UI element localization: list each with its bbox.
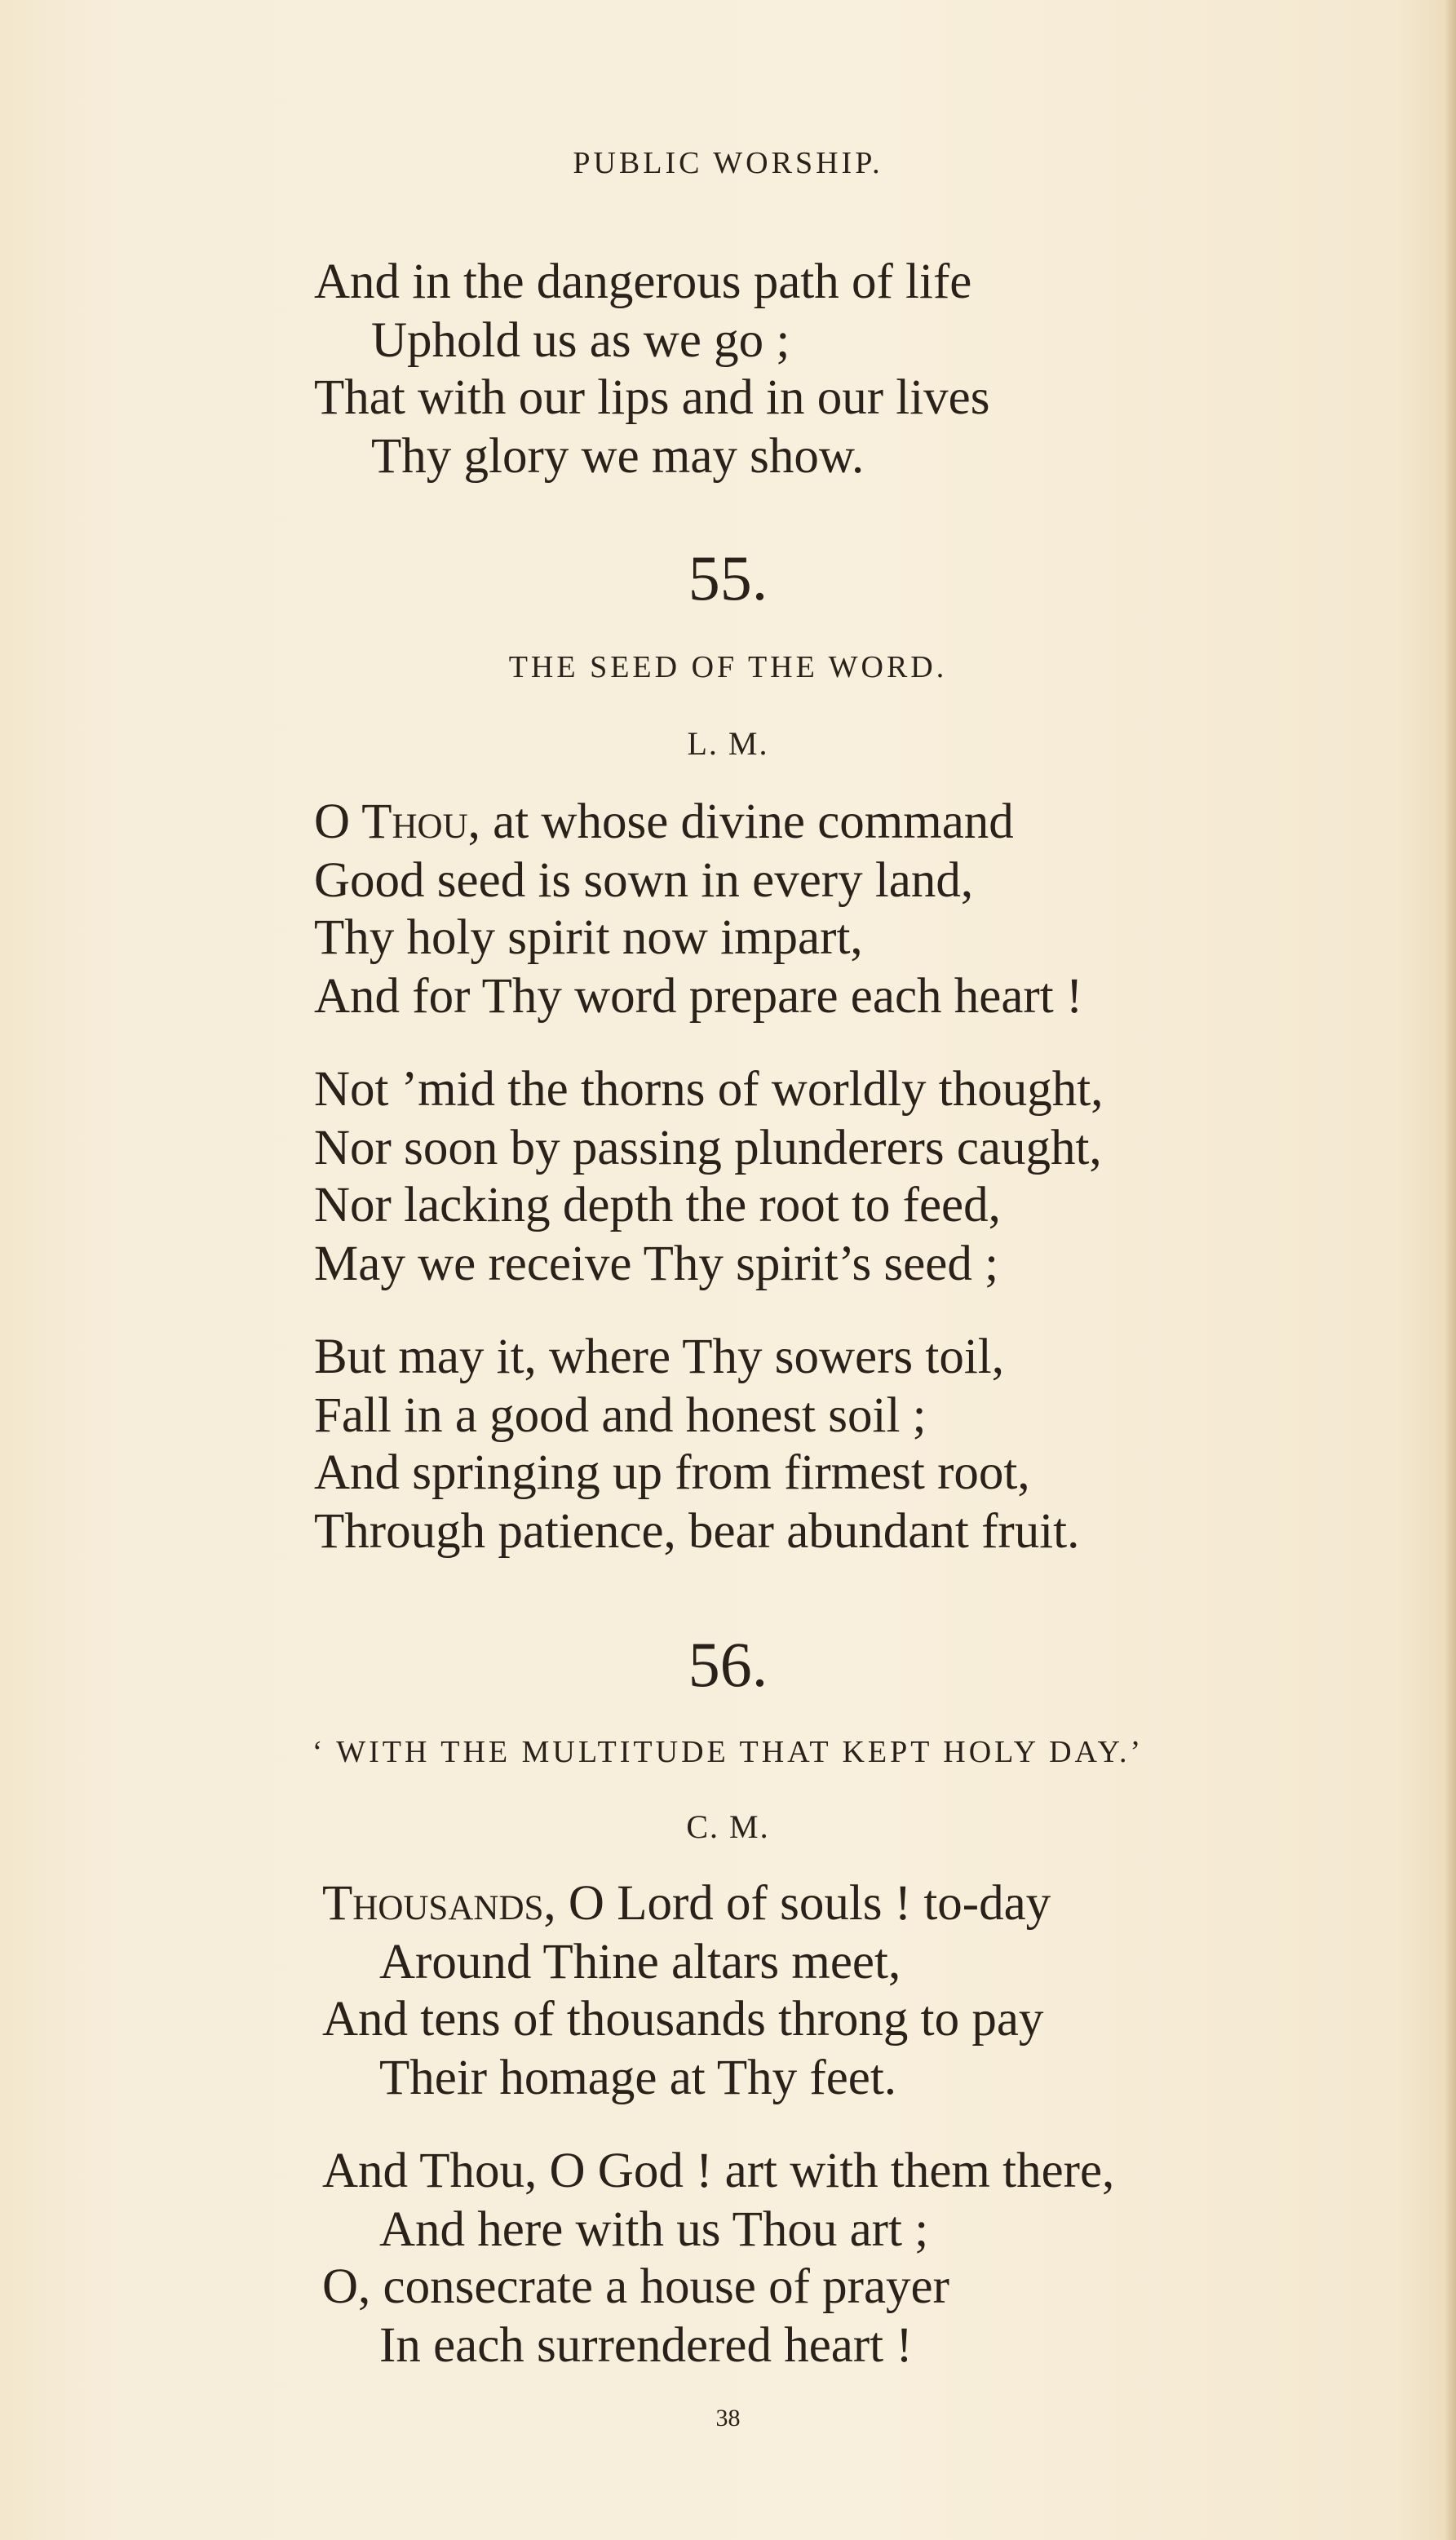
verse-line: Good seed is sown in every land,: [314, 853, 974, 908]
verse-line: [314, 793, 1014, 852]
verse-line: Nor soon by passing plunderers caught,: [314, 1121, 1102, 1175]
running-head: PUBLIC WORSHIP.: [573, 146, 883, 180]
verse-line: And Thou, O God ! art with them there,: [322, 2144, 1115, 2198]
verse-line: And tens of thousands throng to pay: [322, 1992, 1044, 2047]
verse-line: That with our lips and in our lives: [314, 370, 990, 425]
hymn-title: THE SEED OF THE WORD.: [508, 650, 948, 684]
first-word-small-caps: Thousands,: [322, 1876, 556, 1931]
verse-line: And for Thy word prepare each heart !: [314, 969, 1083, 1024]
verse-line: Nor lacking depth the root to feed,: [314, 1178, 1001, 1232]
hymn-meter: L. M.: [687, 725, 769, 762]
verse-line: Fall in a good and honest soil ;: [314, 1388, 927, 1443]
verse-line: In each surrendered heart !: [379, 2318, 913, 2373]
first-line-rest: at whose divine command: [480, 794, 1014, 849]
page-number: 38: [715, 2405, 741, 2432]
first-word-small-caps: O Thou,: [314, 794, 480, 849]
verse-line: And here with us Thou art ;: [379, 2202, 929, 2257]
hymn-number: 55.: [688, 542, 768, 613]
verse-line: Thy glory we may show.: [371, 429, 865, 484]
verse-line: Not ’mid the thorns of worldly thought,: [314, 1062, 1104, 1117]
hymn-meter: C. M.: [686, 1808, 770, 1845]
verse-line: Through patience, bear abundant fruit.: [314, 1504, 1080, 1559]
verse-line: And in the dangerous path of life: [314, 254, 972, 309]
page-edge-shadow: [1445, 0, 1456, 2540]
verse-line: May we receive Thy spirit’s seed ;: [314, 1237, 999, 1291]
verse-line: Thy holy spirit now impart,: [314, 910, 863, 965]
verse-line: Around Thine altars meet,: [379, 1935, 901, 1989]
verse-line: Their homage at Thy feet.: [379, 2051, 897, 2105]
first-line-rest: O Lord of souls ! to-day: [555, 1876, 1051, 1931]
verse-line: And springing up from firmest root,: [314, 1445, 1030, 1500]
verse-line: Uphold us as we go ;: [371, 313, 790, 368]
hymn-title: ‘ WITH THE MULTITUDE THAT KEPT HOLY DAY.’: [312, 1735, 1144, 1769]
verse-line: [322, 1874, 1051, 1933]
verse-line: But may it, where Thy sowers toil,: [314, 1330, 1004, 1384]
verse-line: O, consecrate a house of prayer: [322, 2259, 949, 2314]
hymn-number: 56.: [688, 1629, 768, 1700]
